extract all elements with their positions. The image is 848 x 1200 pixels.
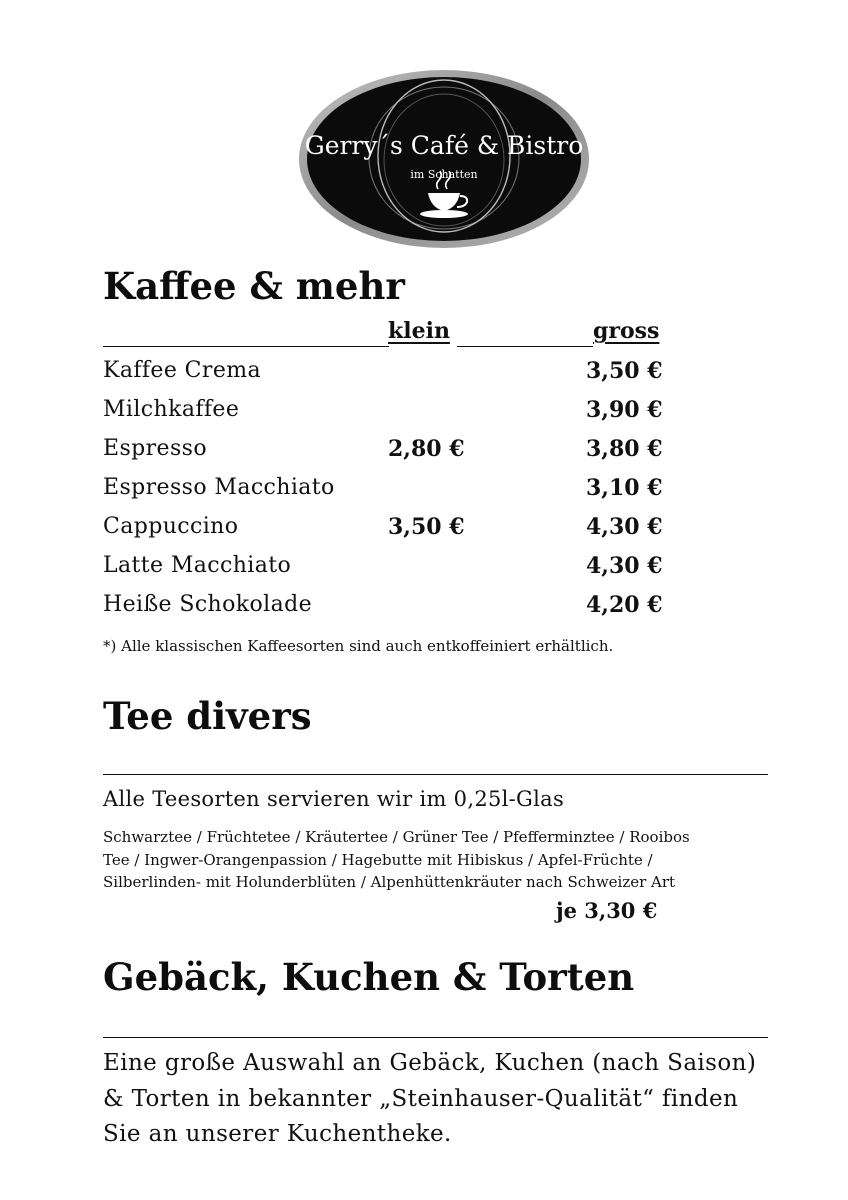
item-price-small: 2,80 € xyxy=(388,436,465,462)
item-price-large: 4,30 € xyxy=(586,514,663,540)
menu-row xyxy=(103,432,673,471)
menu-row xyxy=(103,354,673,393)
tea-line: Schwarztee / Früchtetee / Kräutertee / Grüner Tee / Pfefferminztee / Rooibos xyxy=(103,828,690,846)
item-price-large: 4,20 € xyxy=(586,592,663,618)
item-name: Espresso xyxy=(103,436,207,461)
tea-line: Tee / Ingwer-Orangenpassion / Hagebutte mit Hibiskus / Apfel-Früchte / xyxy=(103,850,653,869)
item-name: Cappuccino xyxy=(103,514,239,539)
cakes-line: & Torten in bekannter „Steinhauser-Qualität“ finden xyxy=(103,1085,739,1112)
item-name: Kaffee Crema xyxy=(103,358,262,383)
item-price-small: 3,50 € xyxy=(388,514,465,540)
tea-price: je 3,30 € xyxy=(556,898,658,923)
item-price-large: 3,50 € xyxy=(586,358,663,384)
column-header-large: gross xyxy=(593,318,660,344)
coffee-header-rule-middle xyxy=(457,346,593,347)
cakes-divider xyxy=(103,1037,768,1038)
menu-row xyxy=(103,393,673,432)
menu-row xyxy=(103,471,673,510)
item-name: Milchkaffee xyxy=(103,397,240,422)
cafe-logo xyxy=(298,68,590,250)
tea-intro: Alle Teesorten servieren wir im 0,25l-Glas xyxy=(103,787,565,811)
column-header-small: klein xyxy=(388,318,450,344)
item-name: Latte Macchiato xyxy=(103,553,292,578)
cakes-description xyxy=(103,1046,783,1153)
tea-section-title: Tee divers xyxy=(103,694,312,738)
item-name: Espresso Macchiato xyxy=(103,475,335,500)
coffee-menu-list xyxy=(103,354,673,627)
item-name: Heiße Schokolade xyxy=(103,592,312,617)
item-price-large: 3,10 € xyxy=(586,475,663,501)
cakes-section-title: Gebäck, Kuchen & Torten xyxy=(103,955,635,999)
cakes-line: Eine große Auswahl an Gebäck, Kuchen (nach Saison) xyxy=(103,1050,757,1076)
tea-line: Silberlinden- mit Holunderblüten / Alpenhüttenkräuter nach Schweizer Art xyxy=(103,873,676,891)
coffee-section-title: Kaffee & mehr xyxy=(103,264,405,308)
menu-row xyxy=(103,588,673,627)
menu-row xyxy=(103,510,673,549)
decaf-footnote: *) Alle klassischen Kaffeesorten sind auch entkoffeiniert erhältlich. xyxy=(103,637,614,655)
logo-name: Gerry´s Café & Bistro xyxy=(304,131,584,160)
tea-divider xyxy=(103,774,768,775)
cakes-line: Sie an unserer Kuchentheke. xyxy=(103,1121,452,1147)
tea-varieties xyxy=(103,826,763,894)
item-price-large: 3,90 € xyxy=(586,397,663,423)
coffee-header-rule-left xyxy=(103,346,389,347)
logo-tagline: im Schatten xyxy=(410,168,478,181)
item-price-large: 4,30 € xyxy=(586,553,663,579)
item-price-large: 3,80 € xyxy=(586,436,663,462)
menu-row xyxy=(103,549,673,588)
logo-emblem xyxy=(298,68,590,250)
